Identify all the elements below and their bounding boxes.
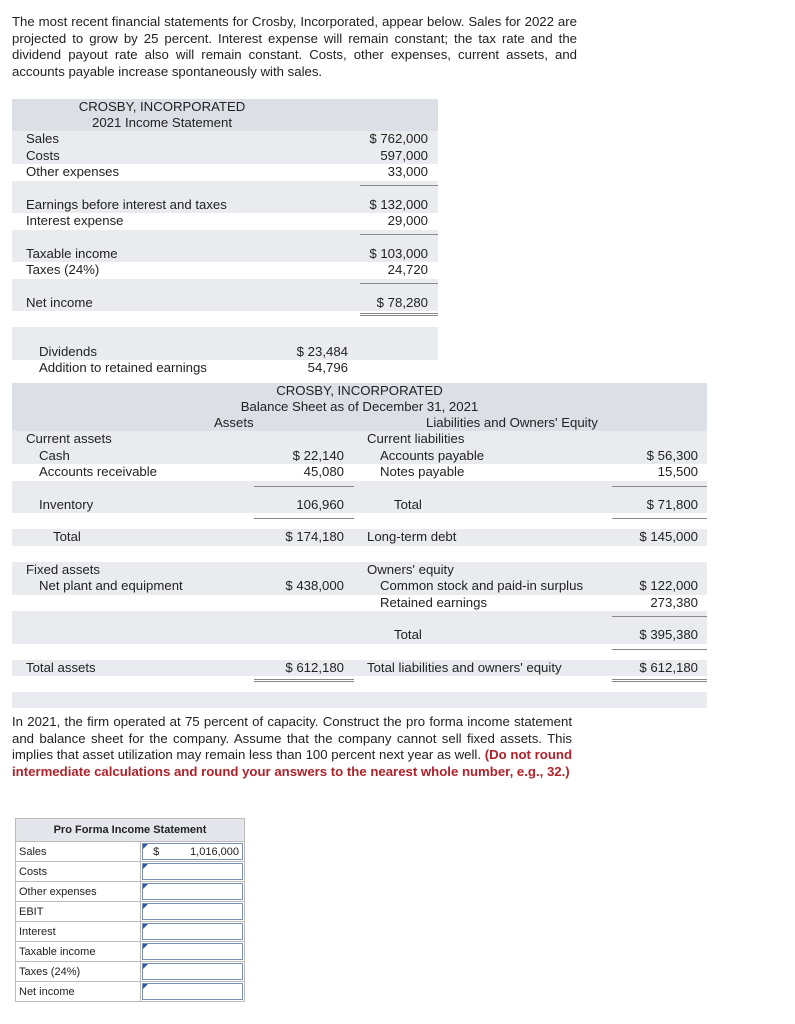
proforma-row xyxy=(16,862,245,882)
ni-value: $ 78,280 xyxy=(376,294,428,310)
instructions-rounding: (Do not round intermediate calculations and round your answers to the nearest whole number, e.g., 32.) xyxy=(12,747,573,779)
cat-label: Total xyxy=(53,529,81,544)
proforma-other-expenses-input[interactable] xyxy=(142,883,243,900)
proforma-taxable-income-input[interactable] xyxy=(142,943,243,960)
taxes-value: 24,720 xyxy=(387,262,428,277)
interest-label: Interest expense xyxy=(26,213,124,228)
proforma-row xyxy=(16,982,245,1002)
dividends-value: $ 23,484 xyxy=(296,343,348,359)
proforma-sales-input[interactable]: $ 1,016,000 xyxy=(142,843,243,860)
proforma-row xyxy=(16,842,245,862)
proforma-taxes-input[interactable] xyxy=(142,963,243,980)
proforma-table xyxy=(15,818,245,1002)
re-value: 273,380 xyxy=(650,594,698,610)
proforma-title: Pro Forma Income Statement xyxy=(15,818,245,841)
ltd-label: Long-term debt xyxy=(367,529,457,544)
cash-label: Cash xyxy=(39,447,70,463)
cl-label: Current liabilities xyxy=(367,431,465,446)
proforma-label: Taxable income xyxy=(16,942,141,962)
inv-label: Inventory xyxy=(39,496,94,512)
ta-label: Total assets xyxy=(26,659,96,675)
np-label: Notes payable xyxy=(380,464,465,479)
re-label: Retained earnings xyxy=(380,594,488,610)
proforma-net-income-input[interactable] xyxy=(142,983,243,1000)
tl-label: Total liabilities and owners' equity xyxy=(367,659,562,675)
ar-label: Accounts receivable xyxy=(39,464,158,479)
oet-value: $ 395,380 xyxy=(639,627,698,642)
cs-label: Common stock and paid-in surplus xyxy=(380,578,584,593)
proforma-ebit-input[interactable] xyxy=(142,903,243,920)
income-title: 2021 Income Statement xyxy=(91,115,233,130)
problem-intro: The most recent financial statements for Crosby, Incorporated, appear below. Sales for 2022 are projected to grow by 25 percent. Interest expense will remain constant; the tax rate and the dividend payout rate also will remain constant. Costs, other expenses, current assets, and accounts payable increase spontaneously with sales. xyxy=(12,14,577,79)
costs-value: 597,000 xyxy=(380,147,428,163)
cash-value: $ 22,140 xyxy=(292,447,344,463)
bs-assets-head: Assets xyxy=(214,415,254,430)
oet-label: Total xyxy=(394,627,422,642)
taxable-label: Taxable income xyxy=(26,245,118,261)
are-label: Addition to retained earnings xyxy=(39,360,207,375)
proforma-row xyxy=(16,882,245,902)
oe-label: Owners' equity xyxy=(367,561,454,577)
instructions xyxy=(12,714,572,780)
clt-label: Total xyxy=(394,496,422,512)
proforma-label: Other expenses xyxy=(16,882,141,902)
ltd-value: $ 145,000 xyxy=(639,529,698,544)
sales-label: Sales xyxy=(26,131,59,146)
ta-value: $ 612,180 xyxy=(285,659,344,675)
proforma-label: Net income xyxy=(16,982,141,1002)
ni-label: Net income xyxy=(26,294,93,310)
npe-value: $ 438,000 xyxy=(285,578,344,593)
proforma-costs-input[interactable] xyxy=(142,863,243,880)
proforma-label: Taxes (24%) xyxy=(16,962,141,982)
bs-liab-head: Liabilities and Owners' Equity xyxy=(426,415,598,430)
cat-value: $ 174,180 xyxy=(285,529,344,544)
proforma-row xyxy=(16,962,245,982)
income-header xyxy=(12,99,438,131)
ebit-value: $ 132,000 xyxy=(369,196,428,212)
npe-label: Net plant and equipment xyxy=(39,578,183,593)
clt-value: $ 71,800 xyxy=(646,496,698,512)
proforma-label: Costs xyxy=(16,862,141,882)
balance-sheet xyxy=(12,383,707,708)
ap-label: Accounts payable xyxy=(380,447,485,463)
proforma-interest-input[interactable] xyxy=(142,923,243,940)
proforma-label: EBIT xyxy=(16,902,141,922)
are-value: 54,796 xyxy=(307,360,348,375)
costs-label: Costs xyxy=(26,147,60,163)
cs-value: $ 122,000 xyxy=(639,578,698,593)
bs-title: Balance Sheet as of December 31, 2021 xyxy=(240,399,479,414)
proforma-label: Interest xyxy=(16,922,141,942)
dividends-label: Dividends xyxy=(39,343,97,359)
income-company: CROSBY, INCORPORATED xyxy=(78,99,246,114)
ar-value: 45,080 xyxy=(303,464,344,479)
ca-label: Current assets xyxy=(26,431,112,446)
proforma-row xyxy=(16,922,245,942)
np-value: 15,500 xyxy=(657,464,698,479)
interest-value: 29,000 xyxy=(387,213,428,228)
ap-value: $ 56,300 xyxy=(646,447,698,463)
instructions-text: In 2021, the firm operated at 75 percent of capacity. Construct the pro forma income statement and balance sheet for the company. Assume that the company cannot sell fixed assets. This implies that asset utilization may remain less than 100 percent next year as well. xyxy=(12,714,572,762)
bs-company: CROSBY, INCORPORATED xyxy=(276,383,443,398)
sales-value: $ 762,000 xyxy=(369,131,428,146)
other-value: 33,000 xyxy=(387,164,428,179)
taxable-value: $ 103,000 xyxy=(369,245,428,261)
proforma-row xyxy=(16,902,245,922)
fa-label: Fixed assets xyxy=(26,561,101,577)
inv-value: 106,960 xyxy=(296,496,344,512)
income-statement xyxy=(12,99,438,377)
taxes-label: Taxes (24%) xyxy=(26,262,100,277)
other-label: Other expenses xyxy=(26,164,120,179)
proforma-label: Sales xyxy=(16,842,141,862)
proforma-row xyxy=(16,942,245,962)
tl-value: $ 612,180 xyxy=(639,659,698,675)
ebit-label: Earnings before interest and taxes xyxy=(26,196,227,212)
